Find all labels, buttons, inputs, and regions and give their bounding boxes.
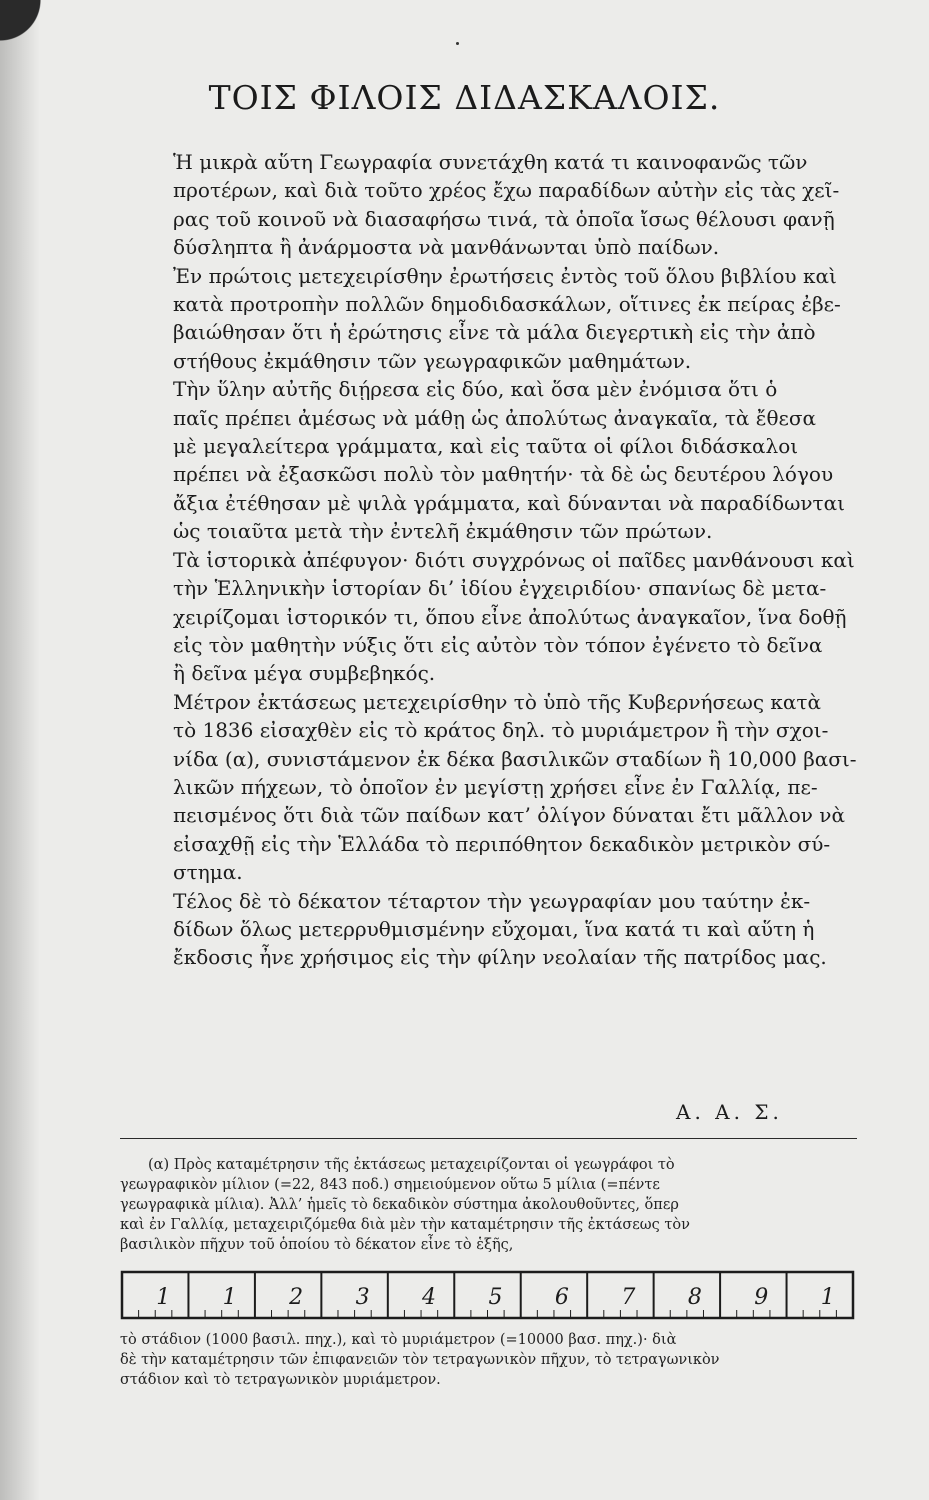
text-line: χειρίζομαι ἱστορικόν τι, ὅπου εἶνε ἀπολύτως ἀναγκαῖον, ἵνα δοθῇ	[173, 604, 847, 629]
paragraph	[135, 887, 857, 972]
text-line: τὴν Ἑλληνικὴν ἱστορίαν δι’ ἰδίου ἐγχειριδίου· σπανίως δὲ μετα-	[173, 576, 827, 601]
text-line: ρας τοῦ κοινοῦ νὰ διασαφήσω τινά, τὰ ὁποῖα ἴσως θέλουσι φανῇ	[173, 206, 835, 231]
text-line: παῖς πρέπει ἀμέσως νὰ μάθῃ ὡς ἀπολύτως ἀναγκαῖα, τὰ ἔθεσα	[173, 405, 817, 430]
footnote-line: (α) Πρὸς καταμέτρησιν τῆς ἐκτάσεως μεταχειρίζονται οἱ γεωγράφοι τὸ	[148, 1157, 675, 1173]
text-line: Τέλος δὲ τὸ δέκατον τέταρτον τὴν γεωγραφίαν μου ταύτην ἐκ-	[173, 888, 811, 913]
scale-numeral: 7	[621, 1285, 636, 1310]
scale-labels	[156, 1285, 835, 1310]
scale-numeral: 6	[554, 1285, 569, 1310]
text-line: Ἐν πρώτοις μετεχειρίσθην ἐρωτήσεις ἐντὸς τοῦ ὅλου βιβλίου καὶ	[173, 263, 837, 288]
text-line: ἄξια ἐτέθησαν μὲ ψιλὰ γράμματα, καὶ δύνανται νὰ παραδίδωνται	[173, 490, 845, 515]
paragraph	[135, 546, 857, 688]
scale-numeral: 1	[820, 1285, 835, 1310]
paragraph	[135, 148, 857, 262]
scale-numeral: 5	[488, 1285, 503, 1310]
signature: Α. Α. Σ.	[676, 1100, 783, 1124]
text-line: τὸ 1836 εἰσαχθὲν εἰς τὸ κράτος δηλ. τὸ μυριάμετρον ἢ τὴν σχοι-	[173, 718, 829, 743]
footnote-line: γεωγραφικὰ μίλια). Ἀλλ’ ἡμεῖς τὸ δεκαδικὸν σύστημα ἀκολουθοῦντες, ὅπερ	[120, 1197, 679, 1213]
text-line: Τὰ ἱστορικὰ ἀπέφυγον· διότι συγχρόνως οἱ παῖδες μανθάνουσι καὶ	[173, 547, 855, 572]
scale-numeral: 4	[422, 1285, 437, 1310]
page-title: ΤΟΙΣ ΦΙΛΟΙΣ ΔΙΔΑΣΚΑΛΟΙΣ.	[208, 78, 721, 117]
footnote-line: βασιλικὸν πῆχυν τοῦ ὁποίου τὸ δέκατον εἶνε τὸ ἑξῆς,	[120, 1237, 514, 1253]
scale-numeral: 1	[222, 1285, 237, 1310]
text-line: δίδων ὅλως μετερρυθμισμένην εὔχομαι, ἵνα κατά τι καὶ αὕτη ἡ	[173, 916, 815, 941]
text-line: λικῶν πήχεων, τὸ ὁποῖον ἐν μεγίστῃ χρήσει εἶνε ἐν Γαλλίᾳ, πε-	[173, 774, 818, 799]
text-line: νίδα (α), συνιστάμενον ἐκ δέκα βασιλικῶν σταδίων ἢ 10,000 βασι-	[173, 746, 857, 771]
text-line: εἰς τὸν μαθητὴν νύξις ὅτι εἰς αὐτὸν τὸν τόπον ἐγένετο τὸ δεῖνα	[173, 632, 823, 657]
text-line: ἔκδοσις ἦνε χρήσιμος εἰς τὴν φίλην νεολαίαν τῆς πατρίδος μας.	[173, 945, 827, 970]
preface-body	[135, 148, 857, 972]
text-line: στημα.	[173, 860, 243, 885]
paragraph	[135, 262, 857, 376]
scale-numeral: 8	[687, 1285, 702, 1310]
text-line: μὲ μεγαλείτερα γράμματα, καὶ εἰς ταῦτα οἱ φίλοι διδάσκαλοι	[173, 434, 799, 459]
scale-numeral: 2	[289, 1285, 304, 1310]
text-line: Μέτρον ἐκτάσεως μετεχειρίσθην τὸ ὑπὸ τῆς Κυβερνήσεως κατὰ	[173, 689, 821, 714]
scale-numeral: 1	[156, 1285, 171, 1310]
footnote-bottom	[120, 1330, 857, 1390]
footnote-divider	[120, 1138, 857, 1139]
text-line: κατὰ προτροπὴν πολλῶν δημοδιδασκάλων, οἵτινες ἐκ πείρας ἐβε-	[173, 292, 841, 317]
paragraph	[135, 688, 857, 887]
text-line: πεισμένος ὅτι διὰ τῶν παίδων κατ’ ὀλίγον δύναται ἔτι μᾶλλον νὰ	[173, 803, 845, 828]
scale-numeral: 9	[754, 1285, 769, 1310]
footnote-line: καὶ ἐν Γαλλίᾳ, μεταχειριζόμεθα διὰ μὲν τὴν καταμέτρησιν τῆς ἐκτάσεως τὸν	[120, 1217, 690, 1233]
text-line: βαιώθησαν ὅτι ἡ ἐρώτησις εἶνε τὰ μάλα διεγερτικὴ εἰς τὴν ἀπὸ	[173, 320, 816, 345]
footnote-line: γεωγραφικὸν μίλιον (=22, 843 ποδ.) σημειούμενον οὕτω 5 μίλια (=πέντε	[120, 1177, 660, 1193]
footnote-line: δὲ τὴν καταμέτρησιν τῶν ἐπιφανειῶν τὸν τετραγωνικὸν πῆχυν, τὸ τετραγωνικὸν	[120, 1352, 720, 1368]
text-line: στήθους ἐκμάθησιν τῶν γεωγραφικῶν μαθημάτων.	[173, 348, 692, 373]
text-line: ὡς τοιαῦτα μετὰ τὴν ἐντελῆ ἐκμάθησιν τῶν πρώτων.	[173, 519, 713, 544]
ink-dot	[456, 42, 459, 45]
text-line: Τὴν ὕλην αὐτῆς διῄρεσα εἰς δύο, καὶ ὅσα μὲν ἐνόμισα ὅτι ὁ	[173, 377, 778, 402]
text-line: ἢ δεῖνα μέγα συμβεβηκός.	[173, 661, 436, 686]
measuring-scale	[120, 1268, 857, 1328]
scale-numeral: 3	[355, 1285, 370, 1310]
text-line: εἰσαχθῇ εἰς τὴν Ἑλλάδα τὸ περιπόθητον δεκαδικὸν μετρικὸν σύ-	[173, 831, 831, 856]
footnote-line: τὸ στάδιον (1000 βασιλ. πηχ.), καὶ τὸ μυριάμετρον (=10000 βασ. πηχ.)· διὰ	[120, 1332, 677, 1348]
footnote-top	[120, 1155, 857, 1255]
text-line: δύσληπτα ἢ ἀνάρμοστα νὰ μανθάνωνται ὑπὸ παίδων.	[173, 235, 720, 260]
text-line: προτέρων, καὶ διὰ τοῦτο χρέος ἔχω παραδίδων αὐτὴν εἰς τὰς χεῖ-	[173, 178, 840, 203]
paragraph	[135, 375, 857, 545]
text-line: πρέπει νὰ ἐξασκῶσι πολὺ τὸν μαθητήν· τὰ δὲ ὡς δευτέρου λόγου	[173, 462, 834, 487]
footnote-line: στάδιον καὶ τὸ τετραγωνικὸν μυριάμετρον.	[120, 1372, 441, 1388]
text-line: Ἡ μικρὰ αὕτη Γεωγραφία συνετάχθη κατά τι καινοφανῶς τῶν	[173, 150, 808, 174]
